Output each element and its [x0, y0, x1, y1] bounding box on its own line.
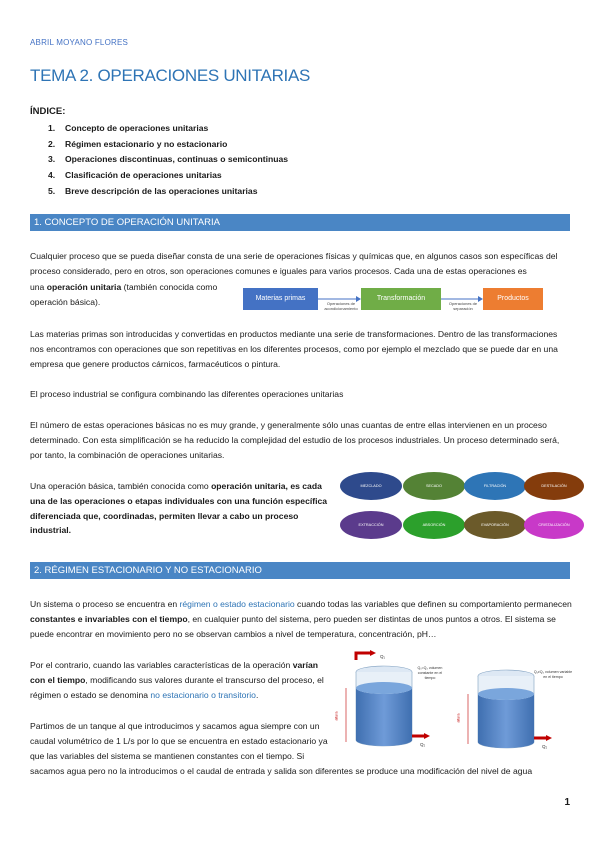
tank-transient	[468, 670, 552, 748]
tank-1-inflow-label: Q₁	[380, 654, 386, 659]
section-2-heading: 2. RÉGIMEN ESTACIONARIO Y NO ESTACIONARIO	[30, 562, 570, 579]
index-item: 1. Concepto de operaciones unitarias	[48, 123, 209, 133]
tank-2-note: Q₁≠Q₂ volumen variable en el tiempo	[533, 670, 573, 679]
operation-ellipse: ABSORCIÓN	[403, 511, 465, 539]
tank-2-axis-label: altura	[456, 713, 461, 723]
page-number: 1	[564, 797, 570, 808]
section-2-paragraph-1: Un sistema o proceso se encuentra en régimen o estado estacionario cuando todas las variables que definen su comportamiento permanecen constantes e invariables con el tiempo, en cualquier punto del sistema, pero pueden ser distintas de unos puntos a otros. El sistema se puede encontrar en movimiento pero no se observan cambios a nivel de temperatura, concentración, pH…	[30, 599, 572, 639]
section-1-paragraph-3: El proceso industrial se configura combinando las diferentes operaciones unitarias	[30, 389, 344, 399]
section-1-paragraph-4: El número de estas operaciones básicas no es muy grande, y generalmente sólo unas cuantas de entre ellas intervienen en un proceso determinado. Con esta simplificación se ha reducido la complejidad del estudio de los procesos industriales. Un proceso determinado será, por tanto, la combinación de operaciones unitarias.	[30, 420, 560, 460]
section-2-paragraph-2: Por el contrario, cuando las variables características de la operación varían con el tiempo, modificando sus valores durante el transcurso del proceso, el régimen o estado se denomina no estacionario o transitorio.	[30, 660, 324, 700]
tank-1-axis-label: altura	[334, 711, 339, 721]
flow-label-conditioning: Operaciones de acondicionamiento	[324, 301, 358, 311]
tank-2-outflow-label: Q₂	[542, 744, 548, 749]
index-item: 2. Régimen estacionario y no estacionario	[48, 138, 228, 149]
flow-label-separation: Operaciones de separación	[448, 301, 478, 311]
tank-steady	[346, 650, 430, 746]
section-1-paragraph-5: Una operación básica, también conocida como operación unitaria, es cada una de las operaciones o etapas individuales con una función específica diferenciada que, coordinadas, permiten llevar a cabo un proceso industrial.	[30, 481, 328, 536]
index-item: 4. Clasificación de operaciones unitarias	[48, 170, 222, 181]
operation-ellipse: EVAPORACIÓN	[464, 511, 526, 539]
operation-ellipse: EXTRACCIÓN	[340, 511, 402, 539]
index-item: 5. Breve descripción de las operaciones unitarias	[48, 185, 258, 196]
process-flow-diagram	[243, 288, 573, 318]
section-1-paragraph-1b: una operación unitaria (también conocida como operación básica).	[30, 282, 218, 307]
section-2-paragraph-4: sacamos agua pero no la introducimos o el caudal de entrada y salida son diferentes se produce una modificación del nivel de agua	[30, 766, 533, 776]
index-list	[48, 121, 288, 200]
flow-box-transformation: Transformación	[361, 288, 441, 310]
page-title: TEMA 2. OPERACIONES UNITARIAS	[30, 66, 311, 85]
section-1-paragraph-2: Las materias primas son introducidas y convertidas en productos mediante una serie de transformaciones. Dentro de las transformaciones nos encontramos con operaciones que son repetitivas en los diferentes procesos, como por ejemplo el mezclado que se puede dar en una empresa que genere productos cárnicos, farmacéuticos o pintura.	[30, 329, 558, 369]
flow-box-raw-materials: Materias primas	[243, 288, 318, 310]
operation-ellipse: CRISTALIZACIÓN	[524, 511, 584, 539]
tank-1-note: Q₁=Q₂ volumen constante en el tiempo	[417, 666, 443, 680]
author-name: ABRIL MOYANO FLORES	[30, 38, 129, 47]
flow-box-products: Productos	[483, 288, 543, 310]
tank-1-outflow-label: Q₂	[420, 742, 426, 747]
operation-ellipse: FILTRACIÓN	[464, 472, 526, 500]
index-heading: ÍNDICE:	[30, 106, 66, 117]
operation-ellipse: MEZCLADO	[340, 472, 402, 500]
operation-ellipse: DESTILACIÓN	[524, 472, 584, 500]
section-2-paragraph-3: Partimos de un tanque al que introducimos y sacamos agua siempre con un caudal volumétrico de 1 L/s por lo que se encuentra en estado estacionario ya que las variables del sistema se mantienen constantes con el tiempo. Si	[30, 721, 328, 761]
operation-ellipse: SECADO	[403, 472, 465, 500]
index-item: 3. Operaciones discontinuas, continuas o semicontinuas	[48, 154, 289, 165]
section-1-paragraph-1: Cualquier proceso que se pueda diseñar consta de una serie de operaciones físicas y químicas que, en algunos casos son específicas del proceso considerado, pero en otros, son operaciones comunes e iguales para varios procesos. Cada una de estas operaciones es	[30, 251, 558, 276]
section-1-heading: 1. CONCEPTO DE OPERACIÓN UNITARIA	[30, 214, 570, 231]
